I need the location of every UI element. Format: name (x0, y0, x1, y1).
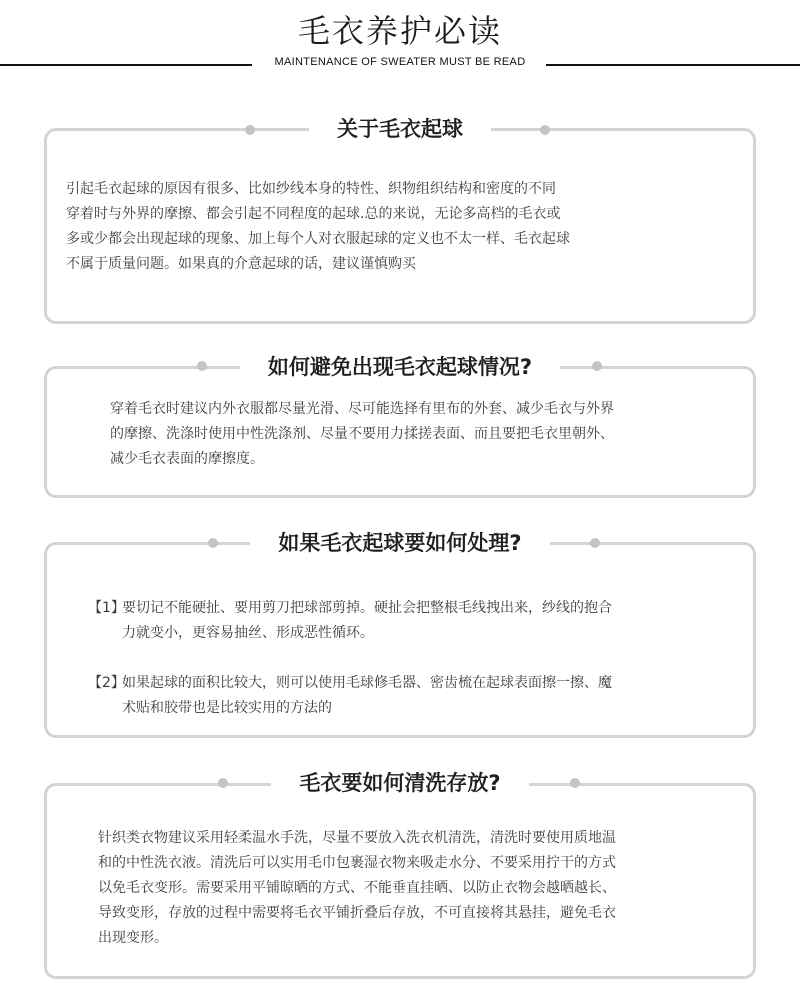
title-dot-right (592, 361, 602, 371)
title-dot-left (208, 538, 218, 548)
header-rule-right (546, 64, 800, 66)
section-title-pilling: 关于毛衣起球 (0, 113, 800, 143)
section-title-handle: 如果毛衣起球要如何处理? (0, 527, 800, 557)
section-body-washing: 针织类衣物建议采用轻柔温水手洗，尽量不要放入洗衣机清洗，清洗时要使用质地温 和的中性洗衣液。清洗后可以实用毛巾包裹湿衣物来吸走水分、不要采用拧干的方式 以免毛衣变形。需要采用平铺晾晒的方式、不能垂直挂晒、以防止衣物会越晒越长、 导致变形，存放的过程中需要将毛衣平铺折叠后存放，不可直接将其悬挂，避免毛衣 出现变形。 (98, 830, 616, 946)
page-subtitle: MAINTENANCE OF SWEATER MUST BE READ (274, 56, 526, 68)
title-dot-left (218, 778, 228, 788)
section-title-avoid: 如何避免出现毛衣起球情况? (0, 351, 800, 381)
list-item: 【2】 如果起球的面积比较大，则可以使用毛球修毛器、密齿梳在起球表面擦一擦、魔 术贴和胶带也是比较实用的方法的 (88, 675, 612, 716)
title-dot-left (197, 361, 207, 371)
list-item: 【1】 要切记不能硬扯、要用剪刀把球部剪掉。硬扯会把整根毛线拽出来，纱线的抱合 力就变小，更容易抽丝、形成恶性循环。 (88, 600, 612, 641)
page-title: 毛衣养护必读 (297, 12, 502, 50)
title-dot-right (570, 778, 580, 788)
section-title-washing: 毛衣要如何清洗存放? (0, 767, 800, 797)
section-body-pilling: 引起毛衣起球的原因有很多、比如纱线本身的特性、织物组织结构和密度的不同 穿着时与外界的摩擦、都会引起不同程度的起球.总的来说，无论多高档的毛衣或 多或少都会出现起球的现象、加上每个人对衣服起球的定义也不太一样、毛衣起球 不属于质量问题。如果真的介意起球的话，建议谨慎购买 (66, 181, 570, 272)
title-dot-right (540, 125, 550, 135)
title-dot-right (590, 538, 600, 548)
section-body-avoid: 穿着毛衣时建议内外衣服都尽量光滑、尽可能选择有里布的外套、减少毛衣与外界 的摩擦、洗涤时使用中性洗涤剂、尽量不要用力揉搓表面、而且要把毛衣里朝外、 减少毛衣表面的摩擦度。 (110, 401, 614, 467)
title-dot-left (245, 125, 255, 135)
